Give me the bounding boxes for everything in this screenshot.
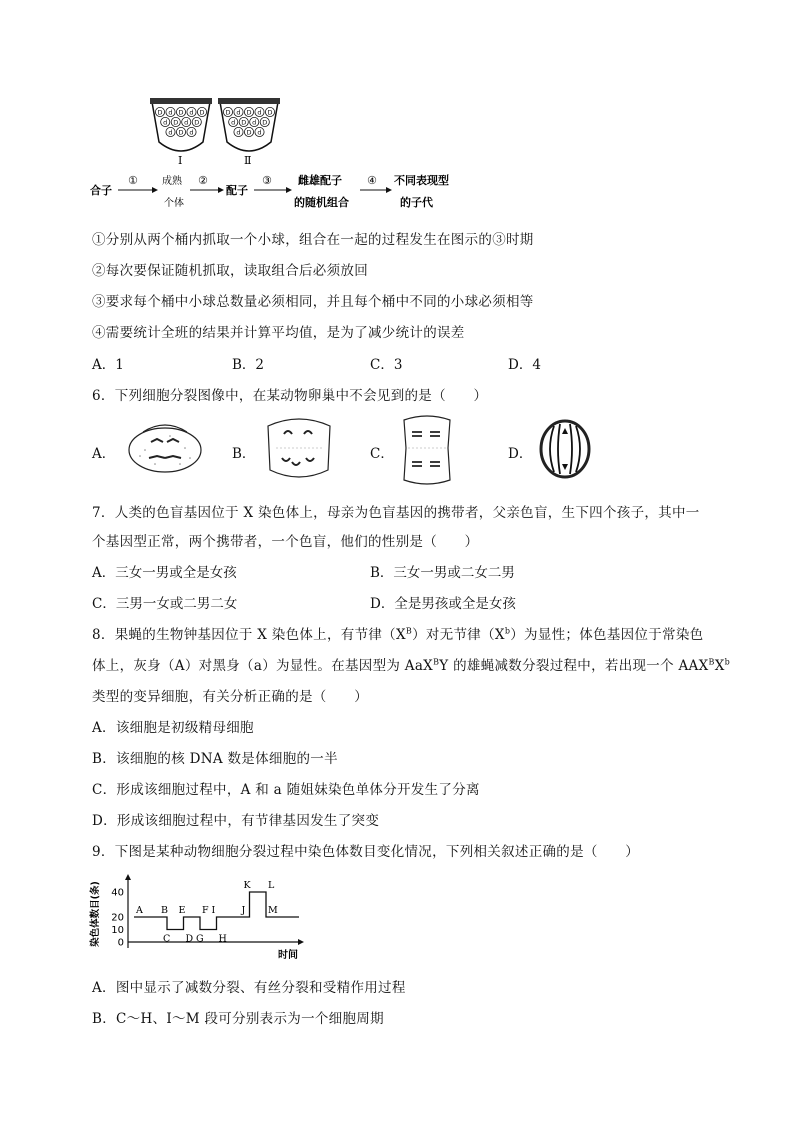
ball-label: D	[262, 118, 268, 127]
q6-cell-c-image[interactable]	[398, 414, 456, 486]
q7-option-a[interactable]: A．三女一男或全是女孩	[92, 565, 237, 581]
ball-label: d	[252, 118, 257, 127]
ball-label: d	[189, 108, 194, 117]
q5-statement-4: ④需要统计全班的结果并计算平均值，是为了减少统计的误差	[92, 325, 465, 341]
bucket-one-label: Ⅰ	[178, 154, 183, 167]
q6-label-b[interactable]: B．	[232, 446, 256, 462]
q7-option-b[interactable]: B．三女一男或二女二男	[370, 565, 515, 581]
ball-label: D	[246, 128, 252, 137]
flow-node-combination-1: 雌雄配子	[298, 174, 342, 187]
ball-label: D	[241, 118, 247, 127]
y-tick-label: 20	[111, 912, 124, 924]
q7-stem-line-2: 个基因型正常，两个携带者，一个色盲，他们的性别是（ ）	[92, 534, 479, 550]
ball-label: D	[194, 118, 200, 127]
ball-label: D	[157, 108, 163, 117]
ball-label: D	[225, 108, 231, 117]
q7-option-d[interactable]: D．全是男孩或全是女孩	[370, 596, 516, 612]
q8-option-c[interactable]: C．形成该细胞过程中，A 和 a 随姐妹染色单体分开发生了分离	[92, 782, 480, 798]
q8-stem-line-2: 体上，灰身（A）对黑身（a）为显性。在基因型为 AaX$^B$Y 的雄蝇减数分裂过程中，若出现一个 $AAX^BX^b$	[92, 657, 731, 674]
q8-stem-line-3: 类型的变异细胞，有关分析正确的是（ ）	[92, 689, 368, 705]
point-label-H: H	[218, 933, 227, 945]
ball-label: d	[257, 108, 262, 117]
q6-stem: 6．下列细胞分裂图像中，在某动物卵巢中不会见到的是（ ）	[92, 388, 488, 404]
q5-option-a[interactable]: A．1	[92, 357, 124, 373]
bucket-one-icon	[150, 98, 212, 151]
q7-stem-line-1: 7．人类的色盲基因位于 X 染色体上，母亲为色盲基因的携带者，父亲色盲，生下四个孩子，其中一	[92, 505, 700, 521]
point-label-C: C	[163, 933, 171, 945]
q7-option-c[interactable]: C．三男一女或二男二女	[92, 596, 238, 612]
q8-option-d[interactable]: D．形成该细胞过程中，有节律基因发生了突变	[92, 813, 380, 829]
flow-step-1: ①	[128, 174, 138, 187]
q5-option-d[interactable]: D．4	[508, 357, 541, 373]
q6-cell-d-image[interactable]	[536, 418, 594, 480]
point-label-K: K	[243, 880, 251, 891]
ball-label: d	[231, 118, 236, 127]
q6-cell-a-image[interactable]	[125, 420, 205, 476]
ball-label: d	[184, 118, 189, 127]
y-axis-label: 染色体数目(条)	[90, 881, 101, 947]
flow-node-gamete: 配子	[226, 184, 248, 197]
ball-label: d	[189, 128, 194, 137]
q5-simulation-figure	[90, 96, 470, 216]
ball-label: D	[178, 108, 184, 117]
flow-node-offspring-1: 不同表现型	[394, 174, 449, 187]
point-label-F: F	[202, 905, 209, 916]
q5-option-b[interactable]: B．2	[232, 357, 265, 373]
q8-option-b[interactable]: B．该细胞的核 DNA 数是体细胞的一半	[92, 751, 338, 767]
q5-statement-2: ②每次要保证随机抓取，读取组合后必须放回	[92, 263, 368, 279]
q5-statement-3: ③要求每个桶中小球总数量必须相同，并且每个桶中不同的小球必须相等	[92, 294, 534, 310]
ball-label: D	[178, 128, 184, 137]
y-tick-label: 10	[111, 925, 124, 936]
point-label-A: A	[136, 905, 143, 916]
point-label-G: G	[196, 933, 204, 945]
flow-step-3: ③	[262, 174, 272, 187]
y-tick-label: 40	[111, 887, 124, 899]
ball-label: D	[199, 108, 205, 117]
ball-label: D	[246, 108, 252, 117]
point-label-E: E	[178, 905, 186, 916]
point-label-M: M	[268, 905, 278, 916]
q6-cell-b-image[interactable]	[262, 414, 336, 482]
flow-node-zygote: 合子	[90, 184, 112, 197]
bucket-two-label: Ⅱ	[244, 154, 252, 167]
q9-option-a[interactable]: A．图中显示了减数分裂、有丝分裂和受精作用过程	[92, 980, 406, 996]
ball-label: d	[236, 128, 241, 137]
q9-stem: 9．下图是某种动物细胞分裂过程中染色体数目变化情况，下列相关叙述正确的是（ ）	[92, 844, 640, 860]
point-label-J: J	[241, 905, 246, 916]
flow-node-combination-2: 的随机组合	[294, 196, 349, 209]
bucket-two-icon	[218, 98, 280, 151]
point-label-L: L	[268, 880, 275, 891]
y-axis-arrow	[125, 874, 131, 880]
q5-option-c[interactable]: C．3	[370, 357, 403, 373]
ball-label: d	[236, 108, 241, 117]
x-axis-label: 时间	[278, 950, 298, 961]
ball-label: D	[173, 118, 179, 127]
q6-label-c[interactable]: C．	[370, 446, 394, 462]
flow-step-4: ④	[367, 174, 377, 187]
flow-step-2: ②	[198, 174, 208, 187]
point-label-D: D	[185, 933, 194, 945]
ball-label: D	[267, 108, 273, 117]
ball-label: d	[257, 128, 262, 137]
q8-stem-line-1: 8．果蝇的生物钟基因位于 X 染色体上，有节律$(X^B)$对无节律$(X^b)$为显性；体色基因位于常染色	[92, 626, 704, 643]
flow-node-mature-1: 成熟	[162, 176, 182, 187]
q9-chromosome-chart	[88, 872, 318, 964]
q9-option-b[interactable]: B．C～H、I～M 段可分别表示为一个细胞周期	[92, 1011, 384, 1027]
q6-label-d[interactable]: D．	[508, 446, 533, 462]
x-axis-arrow	[298, 939, 304, 945]
q8-option-a[interactable]: A．该细胞是初级精母细胞	[92, 720, 254, 736]
q6-label-a[interactable]: A．	[92, 446, 116, 462]
ball-label: d	[168, 108, 173, 117]
ball-label: d	[163, 118, 168, 127]
ball-label: d	[168, 128, 173, 137]
point-label-B: B	[161, 905, 168, 916]
q5-statement-1: ①分别从两个桶内抓取一个小球，组合在一起的过程发生在图示的③时期	[92, 232, 534, 248]
flow-node-offspring-2: 的子代	[400, 196, 433, 209]
point-label-I: I	[211, 905, 216, 916]
y-tick-label: 0	[117, 937, 124, 949]
flow-node-mature-2: 个体	[164, 198, 184, 209]
